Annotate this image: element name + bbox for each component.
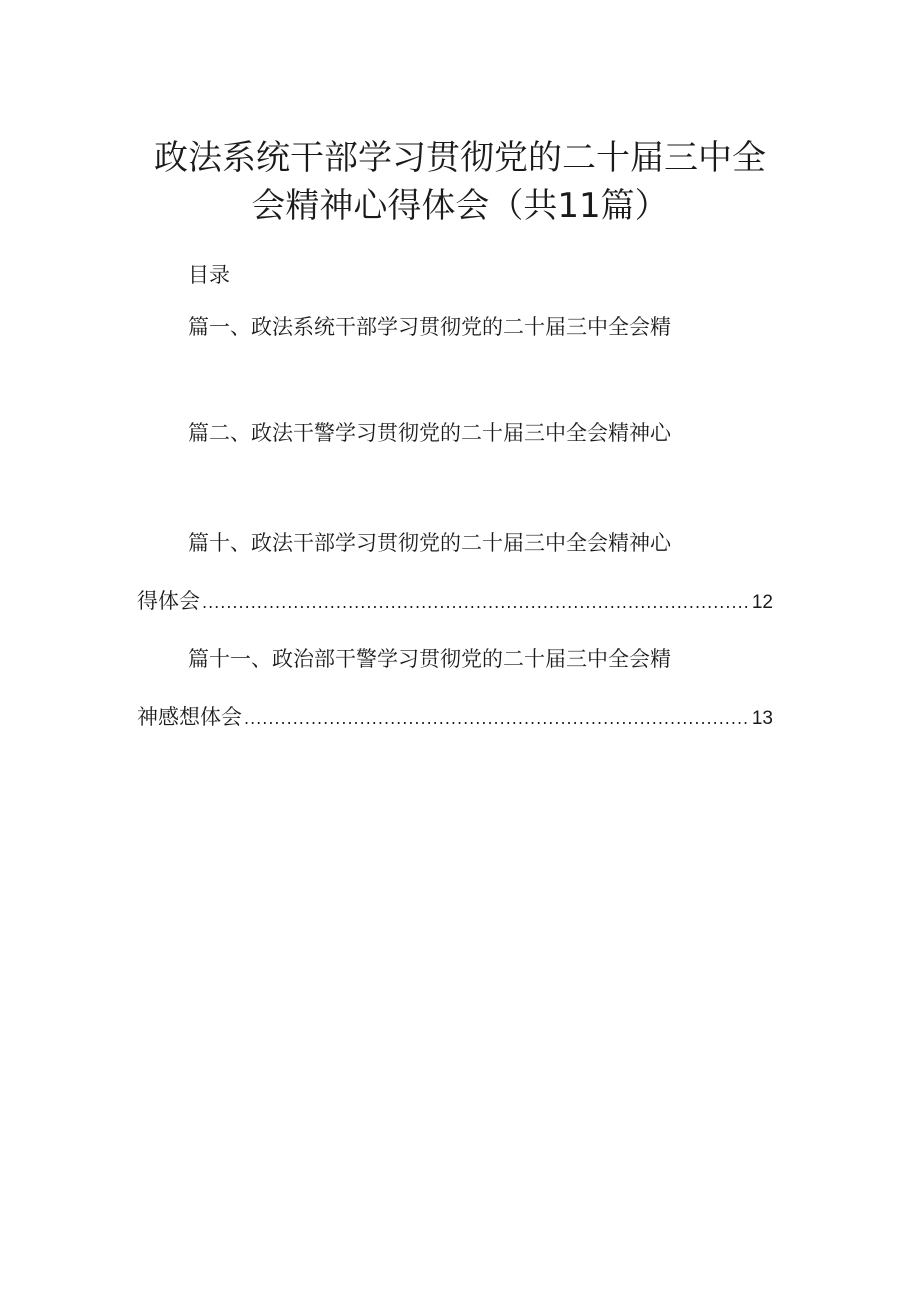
toc-entry-10-line-1[interactable]: 篇十、政法干部学习贯彻党的二十届三中全会精神心 xyxy=(188,531,671,555)
toc-entry-10-line-2[interactable] xyxy=(137,586,773,618)
toc-dot-leader xyxy=(244,704,750,734)
toc-page-number: 13 xyxy=(751,708,773,729)
toc-dot-leader xyxy=(202,588,750,618)
toc-entry-2[interactable]: 篇二、政法干警学习贯彻党的二十届三中全会精神心 xyxy=(188,421,671,445)
toc-heading: 目录 xyxy=(188,263,230,287)
toc-entry-1[interactable]: 篇一、政法系统干部学习贯彻党的二十届三中全会精 xyxy=(188,315,671,339)
toc-entry-11-line-2[interactable] xyxy=(137,702,773,734)
document-title-line-1: 政法系统干部学习贯彻党的二十届三中全 xyxy=(154,138,766,178)
toc-entry-10-text: 得体会 xyxy=(137,589,200,613)
document-title-line-2: 会精神心得体会（共11篇） xyxy=(251,186,669,226)
toc-entry-11-line-1[interactable]: 篇十一、政治部干警学习贯彻党的二十届三中全会精 xyxy=(188,647,671,671)
toc-entry-11-text: 神感想体会 xyxy=(137,705,242,729)
toc-page-number: 12 xyxy=(751,592,773,613)
